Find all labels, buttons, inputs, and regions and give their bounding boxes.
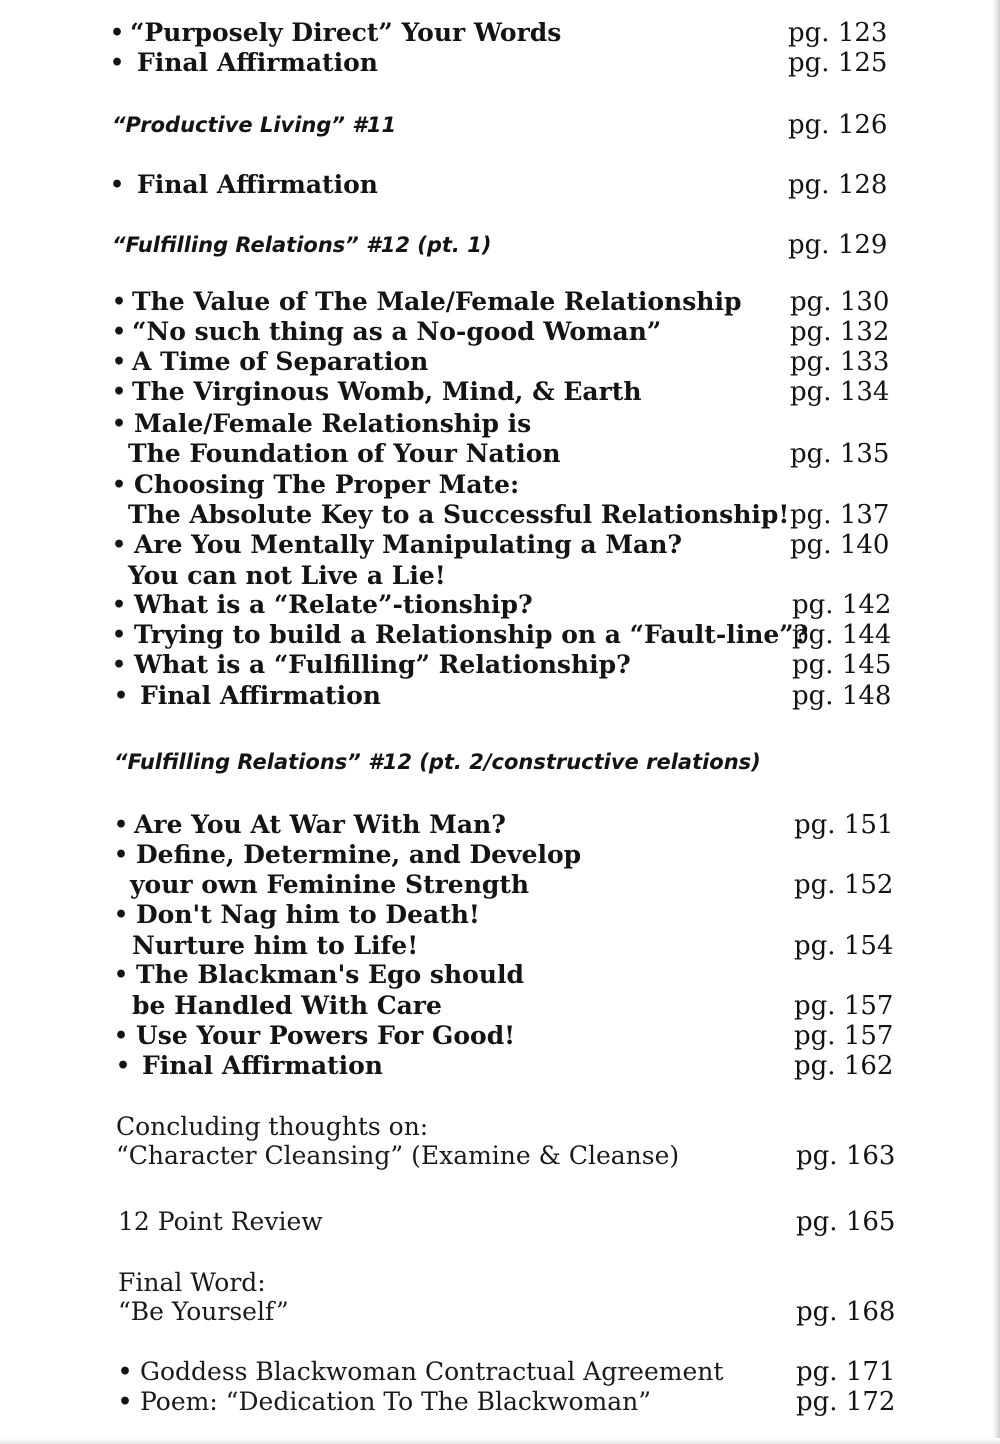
- toc-entry-label-2: your own Feminine Strength: [130, 870, 530, 899]
- bullet-icon: •: [114, 842, 129, 868]
- toc-entry-label: 12 Point Review: [118, 1207, 323, 1236]
- toc-entry-label: Choosing The Proper Mate:: [134, 470, 520, 499]
- toc-entry-label: Are You Mentally Manipulating a Man?: [134, 530, 683, 559]
- toc-entry-label: Trying to build a Relationship on a “Fault-line”?: [134, 620, 809, 649]
- toc-entry-label: Final Affirmation: [140, 681, 381, 710]
- toc-entry: [0, 377, 1000, 407]
- bullet-icon: •: [112, 472, 127, 498]
- toc-entry: [0, 347, 1000, 377]
- toc-entry-page: pg. 130: [790, 287, 890, 317]
- toc-entry-label: Define, Determine, and Develop: [136, 840, 582, 869]
- toc-entry-label-2: be Handled With Care: [132, 991, 442, 1020]
- toc-entry-label-2: The Foundation of Your Nation: [128, 439, 561, 468]
- bullet-icon: •: [114, 683, 129, 709]
- toc-entry-label: Use Your Powers For Good!: [136, 1021, 516, 1050]
- toc-entry-page: pg. 165: [796, 1207, 896, 1237]
- toc-entry-page: pg. 134: [790, 377, 890, 407]
- toc-entry: [0, 1387, 1000, 1417]
- toc-entry-page: pg. 140: [790, 530, 890, 560]
- toc-entry-continuation: [0, 439, 1000, 469]
- toc-entry: [0, 810, 1000, 840]
- toc-entry: [0, 409, 1000, 439]
- toc-entry: [0, 1207, 1000, 1237]
- page-edge-shadow: [0, 1438, 1000, 1444]
- bullet-icon: •: [112, 592, 127, 618]
- bullet-icon: •: [118, 1389, 133, 1415]
- toc-entry-label-2: Nurture him to Life!: [132, 931, 419, 960]
- toc-entry: [0, 1021, 1000, 1051]
- toc-entry-label: Final Affirmation: [137, 170, 378, 199]
- bullet-icon: •: [114, 902, 129, 928]
- toc-entry: [0, 317, 1000, 347]
- toc-entry-label-2: “Character Cleansing” (Examine & Cleanse): [116, 1141, 680, 1170]
- bullet-icon: •: [114, 812, 129, 838]
- toc-entry-label: What is a “Fulfilling” Relationship?: [134, 650, 631, 679]
- toc-entry-page: pg. 142: [792, 590, 892, 620]
- toc-entry-page: pg. 157: [794, 1021, 894, 1051]
- toc-entry-label: Final Affirmation: [142, 1051, 383, 1080]
- toc-entry: [0, 681, 1000, 711]
- toc-entry: [0, 650, 1000, 680]
- toc-entry: [0, 18, 1000, 48]
- toc-entry-page: pg. 172: [796, 1387, 896, 1417]
- bullet-icon: •: [112, 652, 127, 678]
- bullet-icon: •: [112, 319, 127, 345]
- toc-entry: [0, 1268, 1000, 1298]
- toc-entry: [0, 590, 1000, 620]
- toc-entry-page: pg. 171: [796, 1357, 896, 1387]
- bullet-icon: •: [116, 1053, 131, 1079]
- toc-entry-page: pg. 154: [794, 931, 894, 961]
- toc-entry-page: pg. 135: [790, 439, 890, 469]
- section-heading-label: “Productive Living” #11: [112, 113, 397, 137]
- toc-entry-label: The Value of The Male/Female Relationship: [132, 287, 742, 316]
- toc-entry-label: Don't Nag him to Death!: [136, 900, 480, 929]
- toc-entry-label: Male/Female Relationship is: [134, 409, 532, 438]
- toc-entry-page: pg. 163: [796, 1141, 896, 1171]
- toc-entry-continuation: [0, 931, 1000, 961]
- toc-entry: [0, 48, 1000, 78]
- toc-entry-page: pg. 148: [792, 681, 892, 711]
- toc-entry-label: Poem: “Dedication To The Blackwoman”: [140, 1387, 652, 1416]
- toc-entry-label: “Purposely Direct” Your Words: [130, 18, 562, 47]
- toc-entry-page: pg. 144: [792, 620, 892, 650]
- bullet-icon: •: [112, 622, 127, 648]
- toc-entry-continuation: [0, 991, 1000, 1021]
- toc-entry: [0, 287, 1000, 317]
- toc-entry: [0, 1357, 1000, 1387]
- bullet-icon: •: [114, 1023, 129, 1049]
- toc-entry-page: pg. 137: [790, 500, 890, 530]
- toc-entry-page: pg. 133: [790, 347, 890, 377]
- toc-entry-continuation: [0, 1141, 1000, 1171]
- toc-entry-continuation: [0, 870, 1000, 900]
- section-heading: [0, 230, 1000, 260]
- toc-entry: [0, 900, 1000, 930]
- toc-entry-page: pg. 125: [788, 48, 888, 78]
- toc-entry: [0, 1112, 1000, 1142]
- toc-entry-continuation: [0, 500, 1000, 530]
- bullet-icon: •: [112, 349, 127, 375]
- toc-entry-label: Concluding thoughts on:: [116, 1112, 429, 1141]
- bullet-icon: •: [112, 289, 127, 315]
- toc-entry-label: A Time of Separation: [132, 347, 429, 376]
- toc-entry-label: The Virginous Womb, Mind, & Earth: [132, 377, 642, 406]
- toc-entry-page: pg. 128: [788, 170, 888, 200]
- toc-entry-page: pg. 145: [792, 650, 892, 680]
- toc-entry-page: pg. 152: [794, 870, 894, 900]
- toc-entry-page: pg. 129: [788, 230, 888, 260]
- toc-entry-page: pg. 126: [788, 110, 888, 140]
- bullet-icon: •: [112, 411, 127, 437]
- toc-entry-label: What is a “Relate”-tionship?: [134, 590, 533, 619]
- bullet-icon: •: [112, 379, 127, 405]
- toc-entry-page: pg. 162: [794, 1051, 894, 1081]
- toc-entry-page: pg. 168: [796, 1297, 896, 1327]
- toc-entry-label: “No such thing as a No-good Woman”: [132, 317, 662, 346]
- section-heading-label: “Fulfilling Relations” #12 (pt. 2/constructive relations): [114, 750, 761, 774]
- bullet-icon: •: [114, 962, 129, 988]
- toc-entry-label-2: You can not Live a Lie!: [128, 561, 446, 590]
- toc-entry-page: pg. 151: [794, 810, 894, 840]
- section-heading: [0, 747, 1000, 777]
- bullet-icon: •: [110, 50, 125, 76]
- toc-entry-label-2: “Be Yourself”: [118, 1297, 289, 1326]
- toc-entry: [0, 170, 1000, 200]
- toc-entry-continuation: [0, 561, 1000, 591]
- toc-entry-label: Final Affirmation: [137, 48, 378, 77]
- toc-entry-page: pg. 123: [788, 18, 888, 48]
- section-heading: [0, 110, 1000, 140]
- toc-entry-page: pg. 157: [794, 991, 894, 1021]
- bullet-icon: •: [110, 172, 125, 198]
- bullet-icon: •: [118, 1359, 133, 1385]
- bullet-icon: •: [110, 20, 125, 46]
- toc-entry: [0, 1051, 1000, 1081]
- toc-entry: [0, 840, 1000, 870]
- toc-entry-label: Final Word:: [118, 1268, 266, 1297]
- toc-entry: [0, 470, 1000, 500]
- toc-entry-label: Are You At War With Man?: [134, 810, 506, 839]
- section-heading-label: “Fulfilling Relations” #12 (pt. 1): [112, 233, 492, 257]
- toc-entry-label: Goddess Blackwoman Contractual Agreement: [140, 1357, 724, 1386]
- toc-entry-label-2: The Absolute Key to a Successful Relationship!: [128, 500, 790, 529]
- toc-entry-label: The Blackman's Ego should: [136, 960, 525, 989]
- toc-entry-page: pg. 132: [790, 317, 890, 347]
- toc-entry: [0, 620, 1000, 650]
- toc-entry-continuation: [0, 1297, 1000, 1327]
- toc-entry: [0, 530, 1000, 560]
- toc-entry: [0, 960, 1000, 990]
- bullet-icon: •: [112, 532, 127, 558]
- page-edge-shadow: [992, 0, 1000, 1444]
